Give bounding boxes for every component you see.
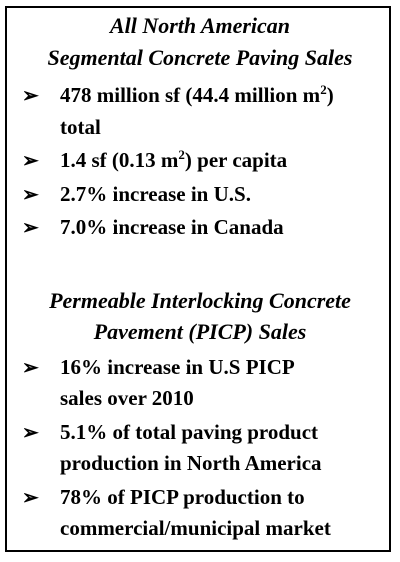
bullet-text-line: sales over 2010 (60, 386, 194, 410)
arrow-bullet-icon: ➢ (22, 357, 39, 379)
bullet-text-line: 1.4 sf (0.13 $m^2$) per capita (60, 147, 288, 172)
bullet-text-line: production in North America (60, 451, 322, 475)
section2-heading-line1: Permeable Interlocking Concrete (49, 288, 351, 313)
arrow-bullet-icon: ➢ (22, 150, 39, 172)
bullet-text-line: 5.1% of total paving product (60, 420, 319, 444)
arrow-bullet-icon: ➢ (22, 184, 39, 206)
arrow-bullet-icon: ➢ (22, 422, 39, 444)
bullet-text-line: commercial/municipal market (60, 516, 331, 540)
bullet-text-line: 7.0% increase in Canada (60, 215, 284, 239)
bullet-text-line: 16% increase in U.S PICP (60, 355, 295, 379)
section1-heading-line1: All North American (109, 13, 291, 38)
arrow-bullet-icon: ➢ (22, 487, 39, 509)
bullet-text-line: 78% of PICP production to (60, 485, 305, 509)
bullet-text-line: total (60, 115, 101, 139)
bullet-text-line: 478 million sf (44.4 million $m^2$) (60, 82, 334, 107)
bullet-text-line: 2.7% increase in U.S. (60, 182, 251, 206)
section1-heading-line2: Segmental Concrete Paving Sales (47, 45, 353, 70)
arrow-bullet-icon: ➢ (22, 217, 39, 239)
section2-heading-line2: Pavement (PICP) Sales (93, 319, 307, 344)
arrow-bullet-icon: ➢ (22, 85, 39, 107)
